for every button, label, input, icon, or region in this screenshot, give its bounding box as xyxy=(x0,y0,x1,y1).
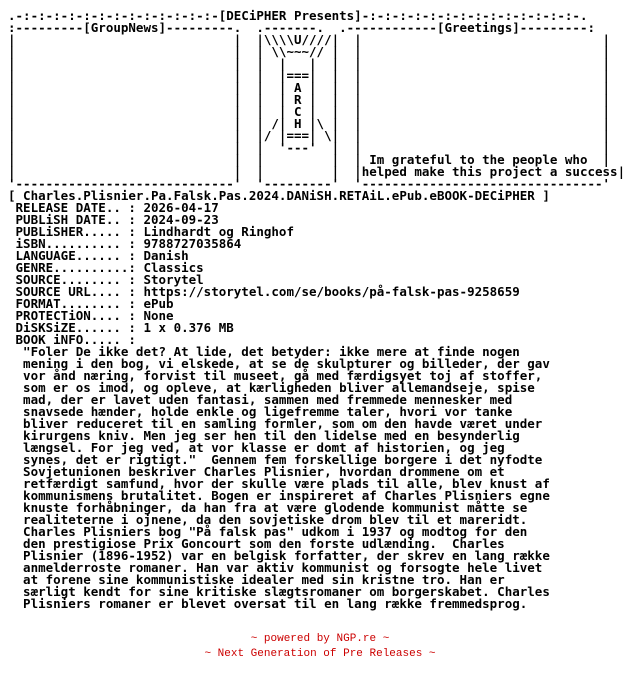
nfo-line: FORMAT........ : ePub xyxy=(8,296,174,311)
nfo-line: | | | | R | | | | xyxy=(8,92,611,107)
nfo-ascii-art-text xyxy=(8,10,625,610)
nfo-line: den prestigiose Prix Goncourt som den forste udlænding. Charles xyxy=(8,536,505,551)
nfo-line: knuste forhåbninger, da han fra at være glodende kommunist måtte se xyxy=(8,500,528,515)
powered-by-text: ~ powered by NGP.re ~ xyxy=(250,633,390,645)
nfo-line: anmelderroste romaner. Han var aktiv kommunist og forsogte hele livet xyxy=(8,560,543,575)
nfo-line: PUBLiSH DATE.. : 2024-09-23 xyxy=(8,212,219,227)
footer xyxy=(0,632,640,662)
nfo-line: | | | | | Im grateful to the people who | xyxy=(8,152,611,167)
nfo-line: [ Charles.Plisnier.Pa.Falsk.Pas.2024.DANiSH.RETAiL.ePub.eBOOK-DECiPHER ] xyxy=(8,188,550,203)
nfo-line: kommunismens brutalitet. Bogen er inspireret af Charles Plisniers egne xyxy=(8,488,550,503)
nfo-line: | | |/ |===| \| | | xyxy=(8,128,611,143)
nfo-line: | | | | C | | | | xyxy=(8,104,611,119)
nfo-line: Plisnier (1896-1952) var en belgisk forfatter, der skrev en lang række xyxy=(8,548,550,563)
nfo-line: | | | | | | | | xyxy=(8,56,611,71)
nfo-line: RELEASE DATE.. : 2026-04-17 xyxy=(8,200,219,215)
nfo-line: | | | | |helped make this project a success| xyxy=(8,164,626,179)
nfo-line: BOOK iNFO..... : xyxy=(8,332,136,347)
nfo-line: GENRE..........: Classics xyxy=(8,260,204,275)
nfo-line: SOURCE URL.... : https://storytel.com/se/books/på-falsk-pas-9258659 xyxy=(8,284,520,299)
nfo-line: DiSKSiZE...... : 1 x 0.376 MB xyxy=(8,320,234,335)
nfo-line: Plisniers romaner er blevet oversat til en lang række fremmedsprog. xyxy=(8,596,528,611)
nfo-line: .-:-:-:-:-:-:-:-:-:-:-:-:-:-[DECiPHER Presents]-:-:-:-:-:-:-:-:-:-:-:-:-:-:-. xyxy=(8,8,588,23)
nfo-line: | | | |===| | | | xyxy=(8,68,611,83)
nfo-line: snavsede hænder, holde enkle og ligefremme taler, hvori vor tanke xyxy=(8,404,513,419)
nfo-line: synes, det er rigtigt." Gennem fem forskellige borgere i det nyfodte xyxy=(8,452,543,467)
nfo-line: '-----------------------------' '---------' '--------------------------------' xyxy=(8,176,611,191)
nfo-line: at forene sine kommunistiske idealer med sin kristne tro. Han er xyxy=(8,572,505,587)
nfo-line: realiteterne i ojnene, da den sovjetiske drom blev til et mareridt. xyxy=(8,512,528,527)
nfo-line: | | | | A | | | | xyxy=(8,80,611,95)
nfo-line: | | | /| H |\ | | | xyxy=(8,116,611,131)
nfo-line: vor ånd næring, forvist til museet, gå med færdigsyet toj af stoffer, xyxy=(8,368,543,383)
nfo-line: SOURCE........ : Storytel xyxy=(8,272,204,287)
nfo-line: | | | '---' | | | xyxy=(8,140,611,155)
nfo-line: Charles Plisniers bog "På falsk pas" udkom i 1937 og modtog for den xyxy=(8,524,528,539)
nfo-line: retfærdigt samfund, hvor der skulle være plads til alle, blev knust af xyxy=(8,476,550,491)
nfo-line: PROTECTiON.... : None xyxy=(8,308,174,323)
nfo-line: særligt kendt for sine kritiske slægtsromaner om borgerskabet. Charles xyxy=(8,584,550,599)
nfo-line: PUBLiSHER..... : Lindhardt og Ringhof xyxy=(8,224,294,239)
nfo-line: "Foler De ikke det? At lide, det betyder: ikke mere at finde nogen xyxy=(8,344,520,359)
nfo-line: iSBN.......... : 9788727035864 xyxy=(8,236,242,251)
nfo-line: | | |\\\\U////| | | xyxy=(8,32,611,47)
nfo-line: :---------[GroupNews]---------. .-------. .------------[Greetings]---------: xyxy=(8,20,595,35)
nfo-line: bliver reduceret til en samling formler, som om den havde været under xyxy=(8,416,543,431)
nfo-line: Sovjetunionen beskriver Charles Plisnier, hvordan drommene om et xyxy=(8,464,505,479)
nfo-line: LANGUAGE...... : Danish xyxy=(8,248,189,263)
nfo-line: | | | \\~~~// | | | xyxy=(8,44,611,59)
nfo-line: mad, der er lavet uden fantasi, sammen med fremmede mennesker med xyxy=(8,392,513,407)
tagline-text: ~ Next Generation of Pre Releases ~ xyxy=(204,648,436,660)
nfo-line: som er os imod, og opleve, at kærligheden bliver allemandseje, spise xyxy=(8,380,535,395)
nfo-line: mening i den bog, vi elskede, at se de skulpturer og billeder, der gav xyxy=(8,356,550,371)
nfo-line: kirurgens kniv. Men jeg ser hen til den lidelse med en besynderlig xyxy=(8,428,520,443)
nfo-line: længsel. For jeg ved, at vor klasse er domt af historien, og jeg xyxy=(8,440,505,455)
